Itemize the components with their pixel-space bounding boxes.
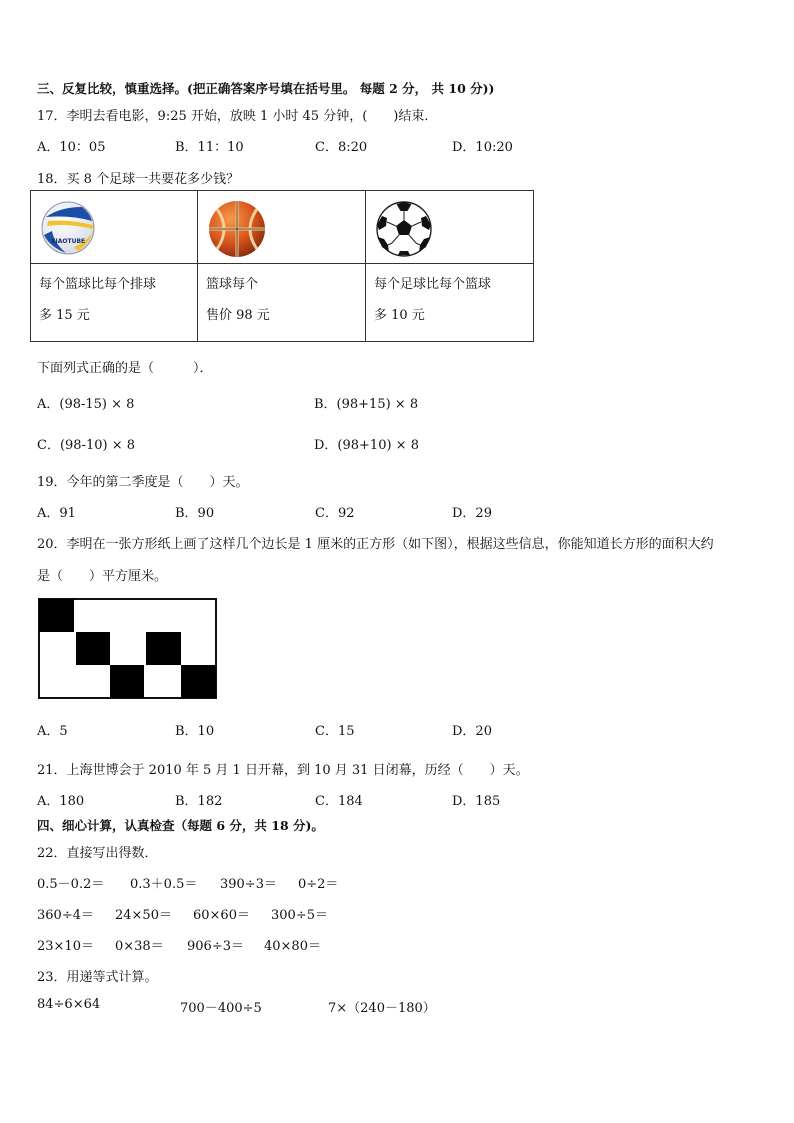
q22-item: 390÷3＝ xyxy=(220,877,277,892)
square-4 xyxy=(146,632,181,665)
q20-option-c: C．15 xyxy=(315,724,355,739)
q18-prompt: 下面列式正确的是（ ）． xyxy=(37,361,213,376)
q17-option-b: B．11：10 xyxy=(175,140,244,155)
q19-option-b: B．90 xyxy=(175,506,215,521)
q22-item: 24×50＝ xyxy=(115,908,172,923)
q17-option-a: A．10：05 xyxy=(37,140,106,155)
q17-option-d: D．10:20 xyxy=(452,140,513,155)
q22-item: 40×80＝ xyxy=(264,939,321,954)
q20-option-d: D．20 xyxy=(452,724,492,739)
q20-option-b: B．10 xyxy=(175,724,215,739)
q22-item: 300÷5＝ xyxy=(271,908,328,923)
table-cell-volleyball xyxy=(31,191,198,264)
table-cell-text-2 xyxy=(198,264,366,342)
q19-option-d: D．29 xyxy=(452,506,492,521)
soccer-note-line1: 每个足球比每个篮球 xyxy=(374,277,492,292)
volleyball-brand-text: XIAOTUBE xyxy=(50,238,86,245)
q21-option-c: C．184 xyxy=(315,794,363,809)
q22-item: 0.5－0.2＝ xyxy=(37,877,105,892)
square-3 xyxy=(110,665,144,698)
question-19: 19．今年的第二季度是（ ）天。 xyxy=(37,475,249,490)
q20-option-a: A．5 xyxy=(37,724,68,739)
volleyball-note-line2: 多 15 元 xyxy=(39,308,90,323)
question-20-line1: 20．李明在一张方形纸上画了这样几个边长是 1 厘米的正方形（如下图），根据这些信息，你能知道长方形的面积大约 xyxy=(37,537,714,552)
q22-item: 0×38＝ xyxy=(115,939,164,954)
q22-item: 360÷4＝ xyxy=(37,908,94,923)
q23-item: 84÷6×64 xyxy=(37,997,101,1012)
table-cell-text-3 xyxy=(366,264,534,342)
question-21: 21．上海世博会于 2010 年 5 月 1 日开幕，到 10 月 31 日闭幕，历经（ ）天。 xyxy=(37,763,529,778)
question-23: 23．用递等式计算。 xyxy=(37,970,158,985)
q22-item: 60×60＝ xyxy=(193,908,250,923)
q23-item: 700－400÷5 xyxy=(180,1001,262,1016)
square-5 xyxy=(181,665,216,698)
question-22: 22．直接写出得数． xyxy=(37,846,158,861)
soccer-note-line2: 多 10 元 xyxy=(374,308,425,323)
volleyball-note-line1: 每个篮球比每个排球 xyxy=(39,277,157,292)
q21-option-a: A．180 xyxy=(37,794,85,809)
q19-option-c: C．92 xyxy=(315,506,355,521)
q18-option-c: C．(98-10) × 8 xyxy=(37,438,135,453)
basketball-note-line2: 售价 98 元 xyxy=(206,308,270,323)
square-2 xyxy=(76,632,110,665)
q18-option-a: A．(98-15) × 8 xyxy=(37,397,135,412)
q19-option-a: A．91 xyxy=(37,506,76,521)
q22-item: 23×10＝ xyxy=(37,939,94,954)
volleyball-icon xyxy=(38,199,98,259)
q22-item: 906÷3＝ xyxy=(187,939,244,954)
soccer-ball-icon xyxy=(374,199,434,259)
q17-option-c: C．8:20 xyxy=(315,140,368,155)
section-4-title: 四、细心计算，认真检查（每题 6 分，共 18 分)。 xyxy=(37,818,324,833)
q22-item: 0.3＋0.5＝ xyxy=(130,877,198,892)
table-cell-text-1 xyxy=(31,264,198,342)
question-20-line2: 是（ ）平方厘米。 xyxy=(37,569,168,584)
q21-option-b: B．182 xyxy=(175,794,223,809)
section-3-title: 三、反复比较，慎重选择。(把正确答案序号填在括号里。 每题 2 分， 共 10 分)) xyxy=(37,81,495,96)
q23-item: 7×（240－180） xyxy=(328,1001,436,1016)
table-cell-soccer-ball xyxy=(366,191,534,264)
table-cell-basketball xyxy=(198,191,366,264)
question-17: 17．李明去看电影，9:25 开始，放映 1 小时 45 分钟，( )结束． xyxy=(37,109,438,124)
basketball-icon xyxy=(205,197,269,261)
square-1 xyxy=(39,599,74,632)
q21-option-d: D．185 xyxy=(452,794,501,809)
q22-item: 0÷2＝ xyxy=(298,877,339,892)
ball-price-table xyxy=(30,190,534,342)
q18-option-d: D．(98+10) × 8 xyxy=(314,438,419,453)
question-18: 18．买 8 个足球一共要花多少钱？ xyxy=(37,172,240,187)
q18-option-b: B．(98+15) × 8 xyxy=(314,397,419,412)
rectangle-squares-figure xyxy=(38,598,218,700)
basketball-note-line1: 篮球每个 xyxy=(206,277,259,292)
